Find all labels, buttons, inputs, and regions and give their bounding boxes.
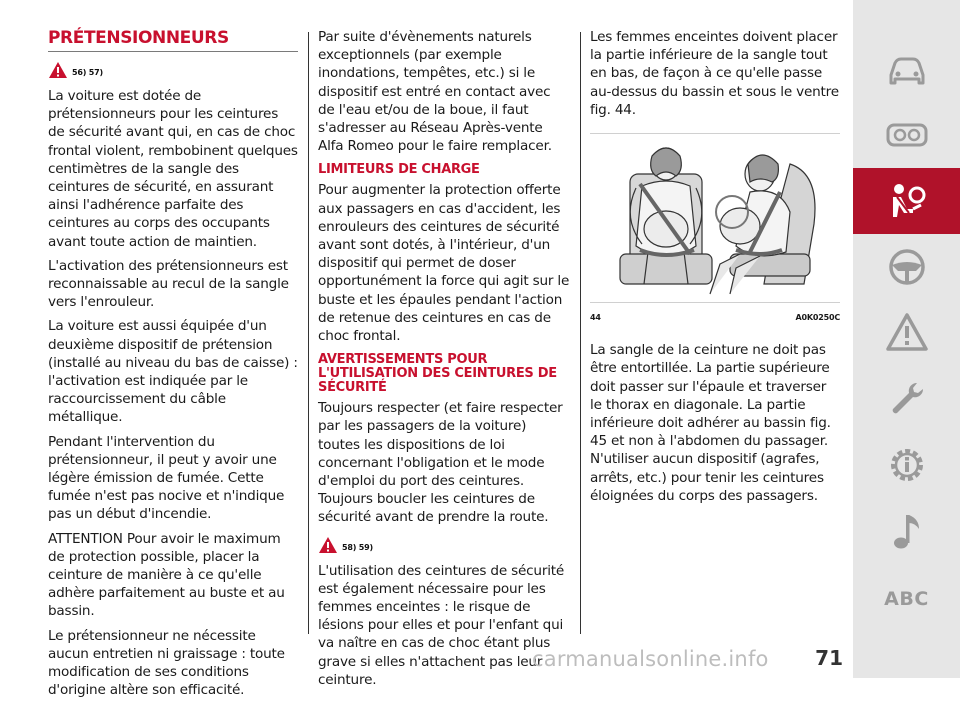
dashboard-icon: [883, 111, 931, 159]
warning-ref-text: 56) 57): [72, 67, 103, 77]
paragraph: Les femmes enceintes doivent placer la partie inférieure de la sangle tout en bas, de façon à ce qu'elle passe au-dessus du bassin et sous le ventre fig. 44.: [590, 29, 839, 118]
paragraph: ATTENTION Pour avoir le maximum de protection possible, placer la ceinture de manière à ce qu'elle adhère parfaitement au buste et au bassin.: [48, 530, 285, 620]
pregnant-woman-illustration: [590, 134, 840, 304]
paragraph: La sangle de la ceinture ne doit pas être entortillée. La partie supérieure doit passer sur l'épaule et traverser le thorax en diagonale. La partie inférieure doit adhérer au bassin fig. 45 et non à l'abdomen du passager. N'utiliser aucun dispositif (agrafes, arrêts, etc.) pour tenir les ceintures éloignées du corps des passagers.: [590, 342, 831, 504]
sidebar-item-technical-data[interactable]: [853, 432, 960, 498]
paragraph: Pour augmenter la protection offerte aux passagers en cas d'accident, les enrouleurs des ceintures de sécurité avant sont dotés, à l'intérieur, d'un dispositif qui permet de doser opportunément la force qui agit sur le buste et les épaules pendant l'action de retenue des ceintures en cas de choc frontal.: [318, 182, 570, 345]
column-3: [590, 28, 840, 511]
paragraph: L'utilisation des ceintures de sécurité est également nécessaire pour les femmes enceintes : le risque de lésions pour elles et pour l'enfant qui va naître en cas de choc étant plus grave si elles n'attachent pas leur ceinture.: [318, 562, 565, 688]
sidebar-item-car[interactable]: [853, 36, 960, 102]
paragraph: La voiture est aussi équipée d'un deuxième dispositif de prétension (installé au niveau du bas de caisse) : l'activation est indiquée par le raccourcissement du câble métallique.: [48, 318, 298, 426]
figure-caption: [590, 309, 840, 327]
sidebar-item-multimedia[interactable]: [853, 498, 960, 564]
paragraph: Le prétensionneur ne nécessite aucun entretien ni graissage : toute modification de ses conditions d'origine altère son efficacité.: [48, 627, 285, 699]
section-title: PRÉTENSIONNEURS: [48, 28, 298, 52]
sidebar-item-dashboard[interactable]: [853, 102, 960, 168]
sidebar-item-maintenance[interactable]: [853, 366, 960, 432]
warning-triangle-icon: [318, 536, 338, 554]
page-number: 71: [815, 646, 843, 670]
subsection-title: LIMITEURS DE CHARGE: [318, 162, 480, 178]
seatbelt-airbag-icon: [883, 177, 931, 225]
sidebar-item-safety[interactable]: [853, 168, 960, 234]
figure-number: 44: [590, 313, 601, 323]
column-1: [48, 28, 298, 706]
figure-code: A0K0250C: [795, 313, 840, 323]
subsection-title: AVERTISSEMENTS POUR L'UTILISATION DES CEINTURES DE SÉCURITÉ: [318, 352, 557, 396]
sidebar-item-index[interactable]: [853, 566, 960, 632]
sidebar-item-emergency[interactable]: [853, 300, 960, 366]
column-2: [318, 28, 570, 695]
column-divider: [308, 32, 309, 634]
paragraph: Pendant l'intervention du prétensionneur, il peut y avoir une légère émission de fumée. Cette fumée n'est pas nocive et n'indique pas un début d'incendie.: [48, 433, 285, 523]
paragraph: La voiture est dotée de prétensionneurs pour les ceintures de sécurité avant qui, en cas de choc frontal violent, rembobinent quelques centimètres de la sangle des ceintures de sécurité, en assurant ainsi l'adhérence parfaite des ceintures au corps des occupants avant toute action de maintien.: [48, 88, 298, 250]
sidebar-item-start-driving[interactable]: [853, 234, 960, 300]
column-divider: [580, 32, 581, 634]
wrench-icon: [883, 375, 931, 423]
gear-info-icon: [883, 441, 931, 489]
paragraph: Toujours respecter (et faire respecter par les passagers de la voiture) toutes les dispositions de loi concernant l'obligation et le mode d'emploi du port des ceintures. Toujours boucler les ceintures de sécurité avant de prendre la route.: [318, 400, 563, 526]
car-icon: [883, 45, 931, 93]
warning-triangle-icon: [48, 61, 68, 79]
warning-icon: [883, 309, 931, 357]
paragraph: L'activation des prétensionneurs est reconnaissable au recul de la sangle vers l'enrouleur.: [48, 257, 289, 311]
warning-reference: [48, 60, 298, 80]
figure-pregnant-seatbelt: [590, 133, 840, 303]
watermark: carmanualsonline.info: [532, 647, 769, 671]
paragraph: Par suite d'évènements naturels exceptionnels (par exemple inondations, tempêtes, etc.) si le dispositif est entré en contact avec de l'eau et/ou de la boue, il faut s'adresser au Réseau Après-vente Alfa Romeo pour le faire remplacer.: [318, 29, 552, 155]
index-label: ABC: [884, 588, 929, 610]
warning-ref-text: 58) 59): [342, 542, 373, 552]
warning-reference: [318, 535, 570, 555]
music-note-icon: [883, 507, 931, 555]
chapter-sidebar: [853, 0, 960, 678]
steering-wheel-icon: [883, 243, 931, 291]
